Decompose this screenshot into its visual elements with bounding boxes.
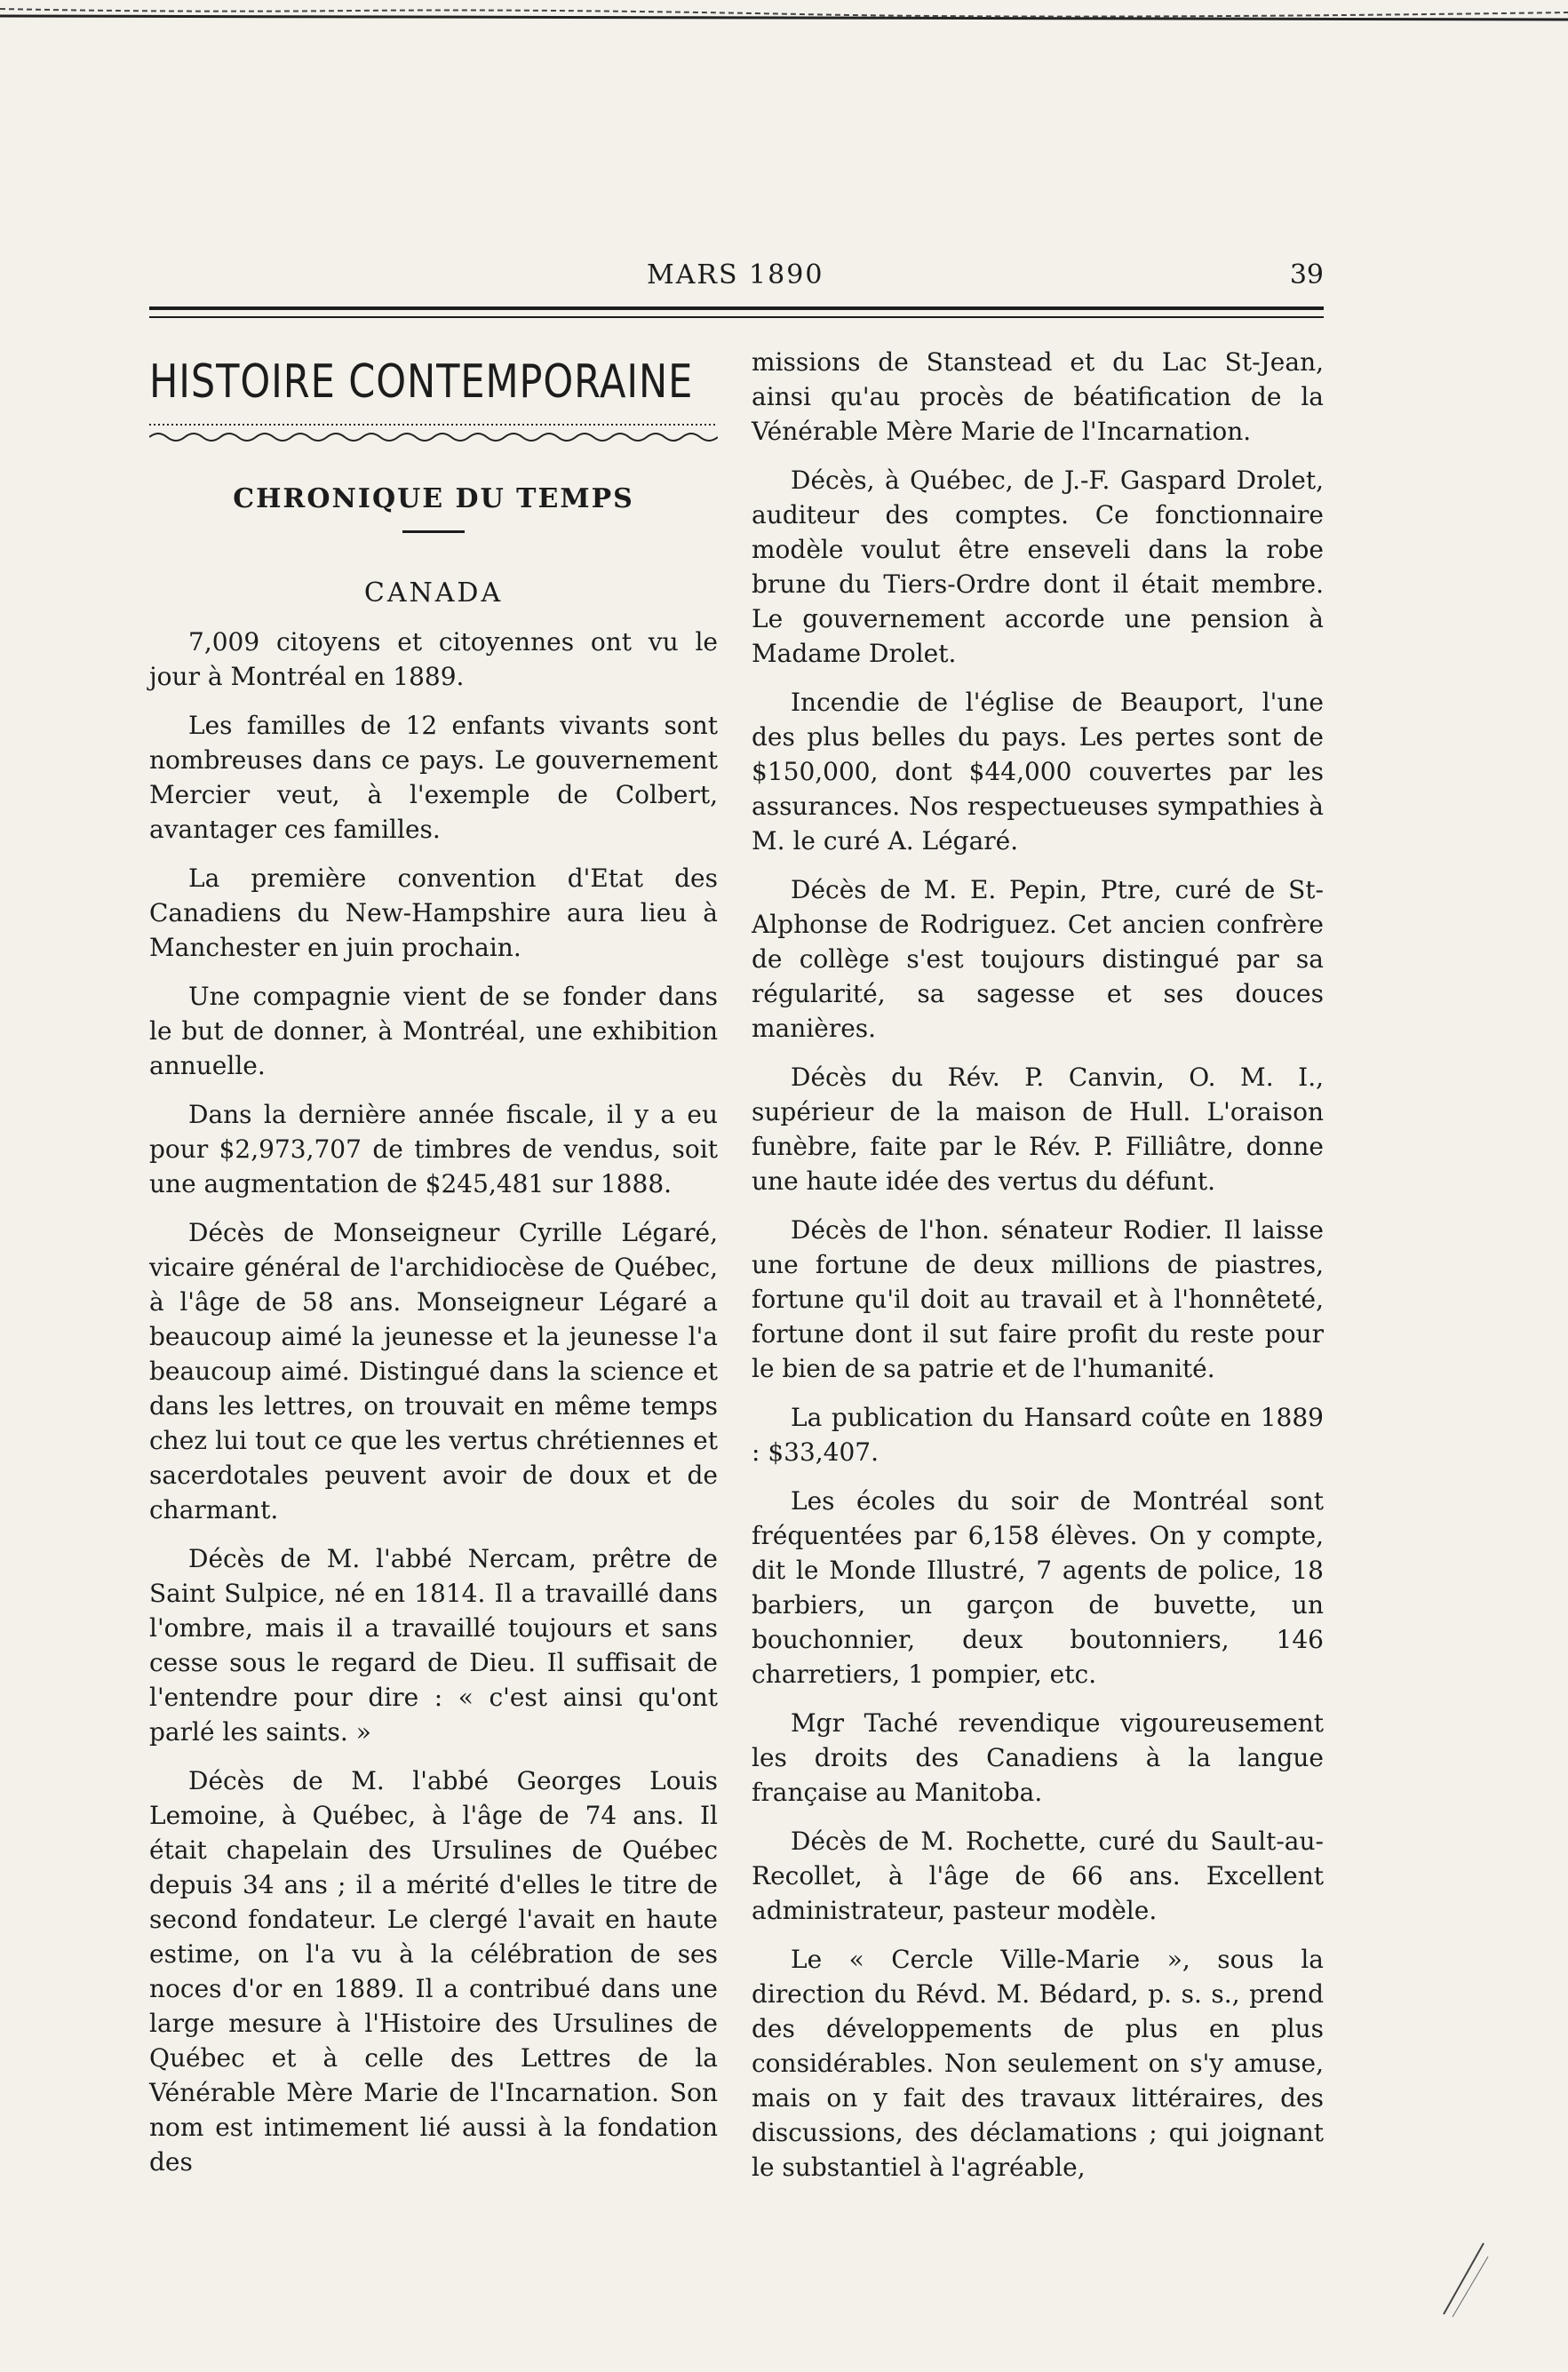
paragraph: Décès de M. l'abbé Nercam, prêtre de Saint Sulpice, né en 1814. Il a travaillé dans l'ombre, mais il a travaillé toujours et sans cesse sous le regard de Dieu. Il suffisait de l'entendre pour dire : « c'est ainsi qu'ont parlé les saints. » xyxy=(149,1544,718,1747)
paragraph: missions de Stanstead et du Lac St-Jean, ainsi qu'au procès de béatification de la Vénérable Mère Marie de l'Incarnation. xyxy=(752,347,1324,446)
page-number: 39 xyxy=(1289,259,1324,291)
paragraph: Les écoles du soir de Montréal sont fréquentées par 6,158 élèves. On y compte, dit le Monde Illustré, 7 agents de police, 18 barbiers, un garçon de buvette, un bouchonnier, deux boutonniers, 146 charretiers, 1 pompier, etc. xyxy=(752,1486,1324,1689)
paragraph: Mgr Taché revendique vigoureusement les droits des Canadiens à la langue française au Manitoba. xyxy=(752,1708,1324,1807)
top-edge-strip xyxy=(0,0,1568,27)
paragraph: Décès de M. Rochette, curé du Sault-au-Recollet, à l'âge de 66 ans. Excellent administrateur, pasteur modèle. xyxy=(752,1827,1324,1925)
paragraph: Les familles de 12 enfants vivants sont nombreuses dans ce pays. Le gouvernement Mercier veut, à l'exemple de Colbert, avantager ces familles. xyxy=(149,711,718,844)
right-column xyxy=(752,345,1324,2199)
subsection-title: CHRONIQUE DU TEMPS xyxy=(233,483,634,514)
page-header xyxy=(149,259,1324,295)
paragraph: Décès de Monseigneur Cyrille Légaré, vicaire général de l'archidiocèse de Québec, à l'âge de 58 ans. Monseigneur Légaré a beaucoup aimé la jeunesse et la jeunesse l'a beaucoup aimé. Distingué dans la science et dans les lettres, on trouvait en même temps chez lui tout ce que les vertus chrétiennes et sacerdotales peuvent avoir de doux et de charmant. xyxy=(149,1218,718,1524)
header-rule-thick xyxy=(149,306,1324,310)
paragraph: Décès de M. E. Pepin, Ptre, curé de St-Alphonse de Rodriguez. Cet ancien confrère de collège s'est toujours distingué par sa régularité, sa sagesse et ses douces manières. xyxy=(752,875,1324,1043)
paragraph: La première convention d'Etat des Canadiens du New-Hampshire aura lieu à Manchester en juin prochain. xyxy=(149,864,718,962)
paragraph: Décès du Rév. P. Canvin, O. M. I., supérieur de la maison de Hull. L'oraison funèbre, faite par le Rév. P. Filliâtre, donne une haute idée des vertus du défunt. xyxy=(752,1063,1324,1196)
paragraph: Dans la dernière année fiscale, il y a eu pour $2,973,707 de timbres de vendus, soit une augmentation de $245,481 sur 1888. xyxy=(149,1100,718,1198)
paragraph: Une compagnie vient de se fonder dans le but de donner, à Montréal, une exhibition annuelle. xyxy=(149,982,718,1080)
paragraph: Décès de l'hon. sénateur Rodier. Il laisse une fortune de deux millions de piastres, fortune qu'il doit au travail et à l'honnêteté, fortune dont il sut faire profit du reste pour le bien de sa patrie et de l'humanité. xyxy=(752,1215,1324,1383)
short-divider xyxy=(402,530,465,533)
scan-mark-corner xyxy=(1439,2239,1492,2319)
wavy-ornament-divider xyxy=(149,419,718,446)
left-column xyxy=(149,345,718,2193)
country-heading: CANADA xyxy=(363,577,504,609)
paragraph: Décès de M. l'abbé Georges Louis Lemoine, à Québec, à l'âge de 74 ans. Il était chapelain des Ursulines de Québec depuis 34 ans ; il a mérité d'elles le titre de second fondateur. Le clergé l'avait en haute estime, on l'a vu à la célébration de ses noces d'or en 1889. Il a contribué dans une large mesure à l'Histoire des Ursulines de Québec et à celle des Lettres de la Vénérable Mère Marie de l'Incarnation. Son nom est intimement lié aussi à la fondation des xyxy=(149,1766,718,2177)
paragraph: Le « Cercle Ville-Marie », sous la direction du Révd. M. Bédard, p. s. s., prend des développements de plus en plus considérables. Non seulement on s'y amuse, mais on y fait des travaux littéraires, des discussions, des déclamations ; qui joignant le substantiel à l'agréable, xyxy=(752,1945,1324,2182)
paragraph: La publication du Hansard coûte en 1889 : $33,407. xyxy=(752,1403,1324,1467)
paragraph: Décès, à Québec, de J.-F. Gaspard Drolet, auditeur des comptes. Ce fonctionnaire modèle voulut être enseveli dans la robe brune du Tiers-Ordre dont il était membre. Le gouvernement accorde une pension à Madame Drolet. xyxy=(752,466,1324,668)
paragraph: Incendie de l'église de Beauport, l'une des plus belles du pays. Les pertes sont de $150,000, dont $44,000 couvertes par les assurances. Nos respectueuses sympathies à M. le curé A. Légaré. xyxy=(752,688,1324,856)
section-title: HISTOIRE CONTEMPORAINE xyxy=(149,355,694,409)
header-rule-thin xyxy=(149,316,1324,318)
paragraph: 7,009 citoyens et citoyennes ont vu le jour à Montréal en 1889. xyxy=(149,627,718,691)
issue-date: MARS 1890 xyxy=(647,259,824,291)
